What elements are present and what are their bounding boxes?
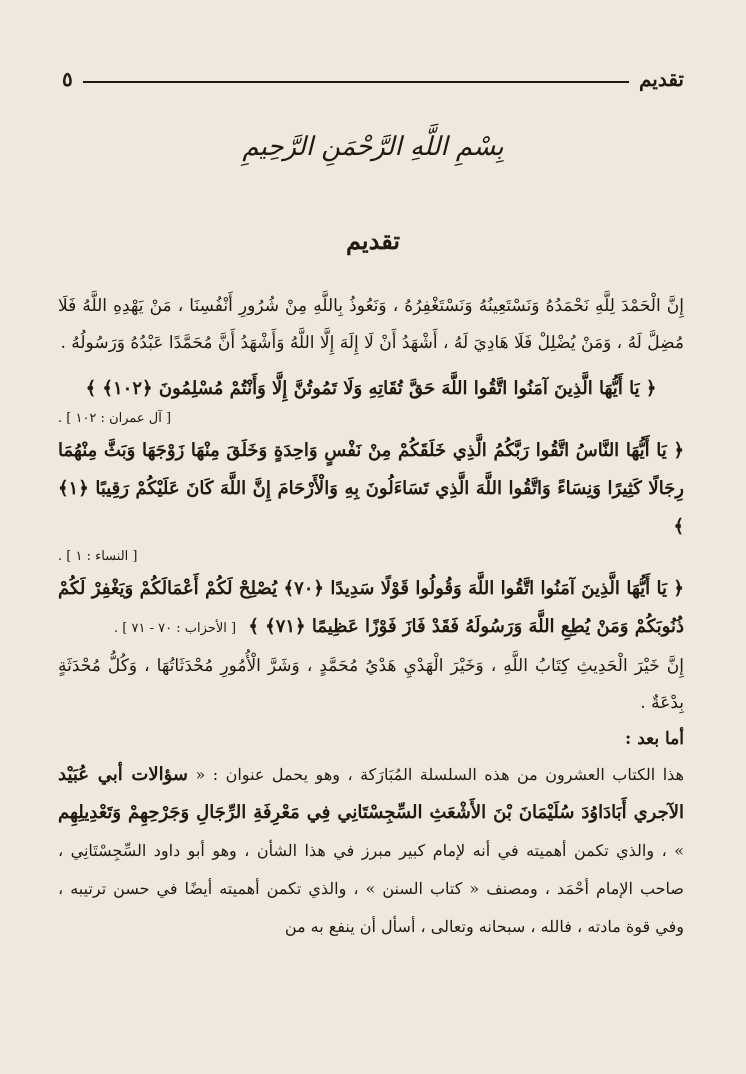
amma-bad-heading: أما بعد : xyxy=(625,729,684,749)
header-rule xyxy=(83,81,629,83)
main-paragraph-rest: » ، والذي تكمن أهميته في أنه لإمام كبير مبرز في هذا الشأن ، وهو أبو داود السِّجِسْتَانِي ، صاحب الإمام أحْمَد ، ومصنف « كتاب السنن » ، والذي تكمن أهميته أيضًا في حسن ترتيبه ، وفي قوة مادته ، فالله ، سبحانه وتعالى ، أسأل أن ينفع به من xyxy=(58,841,684,936)
running-title: تقديم xyxy=(638,67,684,91)
reference-al-imran: [ آل عمران : ١٠٢ ] . xyxy=(58,411,172,426)
running-header xyxy=(62,62,684,96)
main-paragraph-start: هذا الكتاب العشرون من هذه السلسلة المُبَارَكة ، وهو يحمل عنوان : « xyxy=(195,765,684,784)
page-body xyxy=(58,288,684,946)
main-paragraph xyxy=(58,756,684,946)
verse-al-ahzab-text: ﴿ يَا أَيُّهَا الَّذِينَ آمَنُوا اتَّقُوا اللَّهَ وَقُولُوا قَوْلًا سَدِيدًا ﴿٧٠﴾ يُصْلِحْ لَكُمْ أَعْمَالَكُمْ وَيَغْفِرْ لَكُمْ ذُنُوبَكُمْ وَمَنْ يُطِعِ اللَّهَ وَرَسُولَهُ فَقَدْ فَازَ فَوْزًا عَظِيمًا ﴿٧١﴾ ﴾ xyxy=(58,578,684,637)
reference-al-ahzab: [ الأحزاب : ٧٠ - ٧١ ] . xyxy=(114,621,237,636)
basmala: بِسْمِ اللَّهِ الرَّحْمَنِ الرَّحِيمِ xyxy=(242,132,504,162)
verse-al-ahzab xyxy=(58,570,684,648)
section-heading: تقديم xyxy=(345,226,401,255)
verse-an-nisa: ﴿ يَا أَيُّهَا النَّاسُ اتَّقُوا رَبَّكُمُ الَّذِي خَلَقَكُمْ مِنْ نَفْسٍ وَاحِدَةٍ وَخَلَقَ مِنْهَا زَوْجَهَا وَبَثَّ مِنْهُمَا رِجَالًا كَثِيرًا وَنِسَاءً وَاتَّقُوا اللَّهَ الَّذِي تَسَاءَلُونَ بِهِ وَالْأَرْحَامَ إِنَّ اللَّهَ كَانَ عَلَيْكُمْ رَقِيبًا ﴿١﴾ ﴾ xyxy=(58,440,684,537)
hadith-paragraph: إِنَّ خَيْرَ الْحَدِيثِ كِتَابُ اللَّهِ ، وَخَيْرَ الْهَدْيِ هَدْيُ مُحَمَّدٍ ، وَشَرَّ الْأُمُورِ مُحْدَثَاتُهَا ، وَكُلُّ مُحْدَثَةٍ بِدْعَةٌ . xyxy=(58,656,684,713)
reference-an-nisa: [ النساء : ١ ] . xyxy=(58,549,138,564)
verse-al-imran: ﴿ يَا أَيُّهَا الَّذِينَ آمَنُوا اتَّقُوا اللَّهَ حَقَّ تُقَاتِهِ وَلَا تَمُوتُنَّ إِلَّا وَأَنْتُمْ مُسْلِمُونَ ﴿١٠٢﴾ ﴾ xyxy=(85,378,657,399)
page-number: ٥ xyxy=(62,67,73,91)
book-title: سؤالات أبي عُبَيْد الآجري أَبَادَاوُدَ سُلَيْمَانَ بْنَ الأَشْعَثِ السِّجِسْتَانِي فِي مَعْرِفَةِ الرِّجَالِ وَجَرْحِهِمْ وَتَعْدِيلِهِم xyxy=(58,764,684,823)
intro-paragraph: إِنَّ الْحَمْدَ لِلَّهِ نَحْمَدُهُ وَنَسْتَعِينُهُ وَنَسْتَغْفِرُهُ ، وَنَعُوذُ بِاللَّهِ مِنْ شُرُورِ أَنْفُسِنَا ، مَنْ يَهْدِهِ اللَّهُ فَلَا مُضِلَّ لَهُ ، وَمَنْ يُضْلِلْ فَلَا هَادِيَ لَهُ ، أَشْهَدُ أَنْ لَا إِلَهَ إِلَّا اللَّهُ وَأَشْهَدُ أَنَّ مُحَمَّدًا عَبْدُهُ وَرَسُولُهُ . xyxy=(58,296,684,353)
